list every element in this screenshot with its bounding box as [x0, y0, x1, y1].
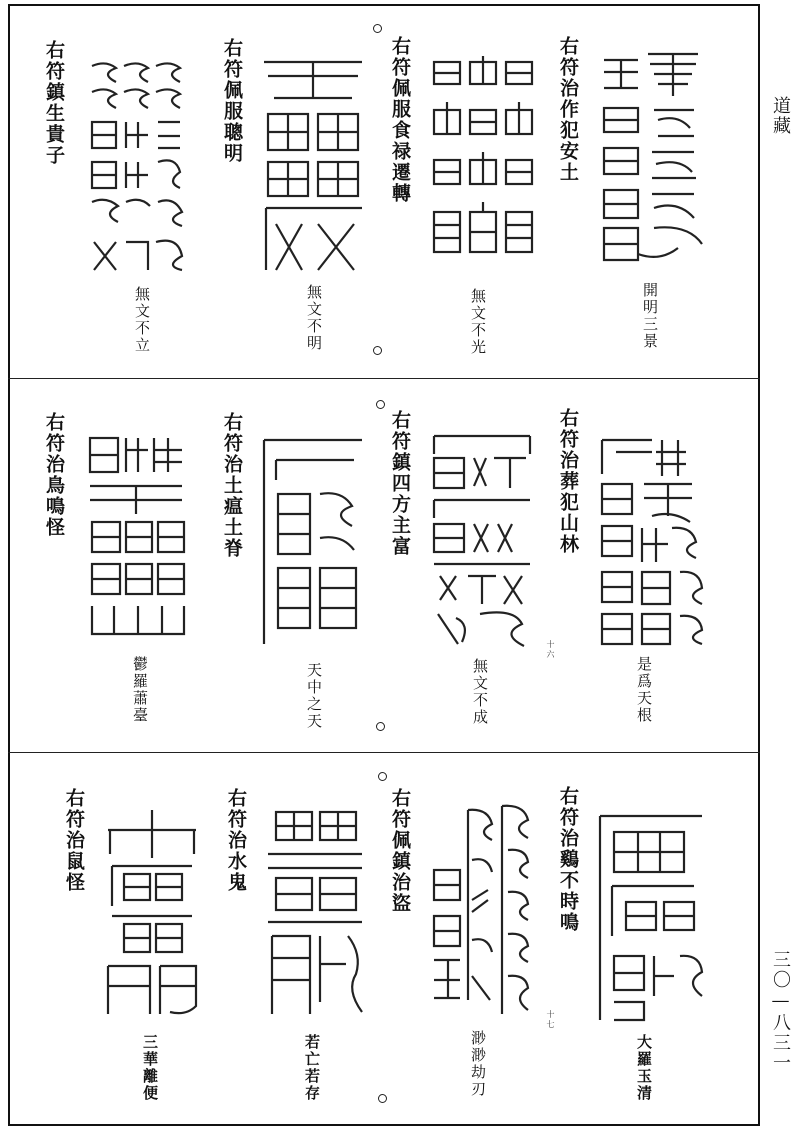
- folio-note: 十六: [546, 640, 555, 660]
- circle-mark: [373, 346, 382, 355]
- talisman-glyph: [428, 800, 538, 1022]
- band-divider: [8, 378, 760, 379]
- talisman-caption: 鬱羅蕭臺: [131, 656, 149, 724]
- talisman-caption: 無文不成: [471, 658, 489, 726]
- talisman-caption: 無文不立: [133, 286, 151, 354]
- talisman-title: 右符鎮生貴子: [43, 40, 65, 166]
- talisman-glyph: [258, 430, 368, 652]
- band-divider: [8, 752, 760, 753]
- talisman-title: 右符治鷄不時鳴: [557, 786, 579, 933]
- talisman-glyph: [100, 806, 204, 1020]
- talisman-caption: 三華離便: [141, 1034, 159, 1102]
- talisman-title: 右符佩鎮治盜: [389, 788, 411, 914]
- talisman-glyph: [262, 804, 368, 1020]
- talisman-title: 右符佩服聰明: [221, 38, 243, 164]
- circle-mark: [376, 722, 385, 731]
- talisman-title: 右符佩服食禄遷轉: [389, 36, 411, 204]
- circle-mark: [378, 1094, 387, 1103]
- folio-note: 十七: [546, 1010, 555, 1030]
- talisman-glyph: [428, 52, 538, 272]
- talisman-glyph: [594, 806, 708, 1026]
- talisman-title: 右符治鼠怪: [63, 788, 85, 893]
- talisman-title: 右符鎮四方主富: [389, 410, 411, 557]
- talisman-caption: 渺渺劫刃: [469, 1030, 487, 1098]
- talisman-caption: 是爲天根: [635, 656, 653, 724]
- talisman-caption: 開明三景: [641, 282, 659, 350]
- talisman-title: 右符治土瘟土脊: [221, 412, 243, 559]
- talisman-caption: 天中之天: [305, 662, 323, 730]
- talisman-glyph: [598, 48, 708, 268]
- circle-mark: [378, 772, 387, 781]
- circle-mark: [376, 400, 385, 409]
- talisman-caption: 若亡若存: [303, 1034, 321, 1102]
- talisman-glyph: [84, 430, 188, 640]
- talisman-caption: 大羅玉清: [635, 1034, 653, 1102]
- circle-mark: [373, 24, 382, 33]
- talisman-glyph: [86, 56, 186, 276]
- talisman-glyph: [426, 428, 538, 652]
- talisman-title: 右符治葬犯山林: [557, 408, 579, 555]
- talisman-title: 右符治作犯安土: [557, 36, 579, 183]
- talisman-title: 右符治水鬼: [225, 788, 247, 893]
- talisman-title: 右符治鳥鳴怪: [43, 412, 65, 538]
- book-title: 道藏: [770, 96, 791, 136]
- talisman-caption: 無文不光: [469, 288, 487, 356]
- page-number: 三〇—八三一: [770, 950, 791, 1073]
- talisman-glyph: [258, 48, 368, 278]
- talisman-glyph: [596, 432, 708, 650]
- talisman-caption: 無文不明: [305, 284, 323, 352]
